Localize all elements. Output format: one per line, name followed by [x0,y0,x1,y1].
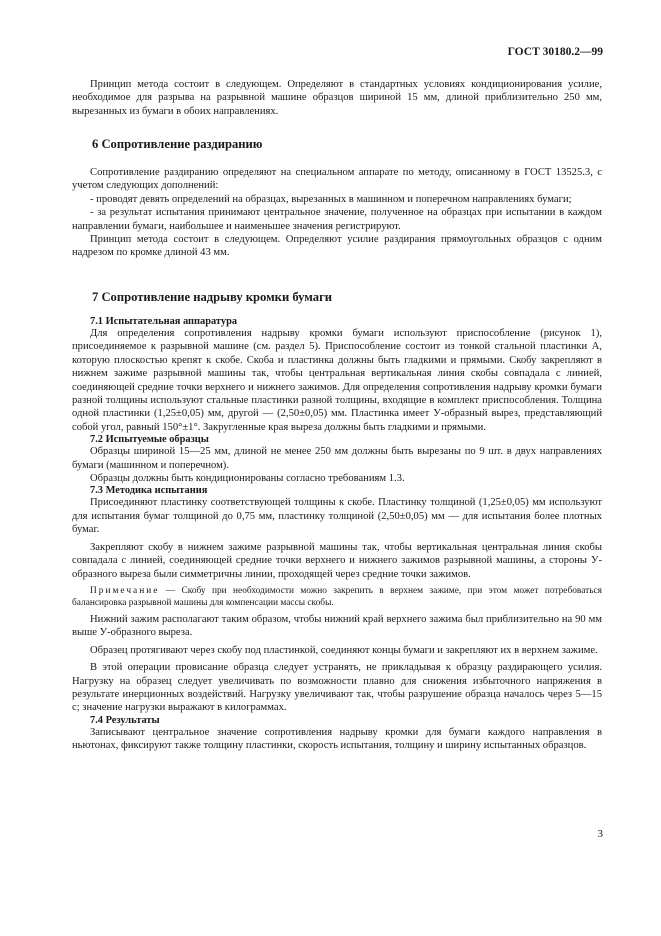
note-label: Примечание [90,585,160,596]
subsection-7-3-paragraph-1: Присоединяют пластинку соответствующей толщины к скобе. Пластинку толщиной (1,25±0,05) мм используют для испытания бумаг толщиной до 0,75 мм, пластинку толщиной (2,50±0,05) мм — для испытания более плотных бумаг. [72,497,602,536]
section-6-paragraph-4: Принцип метода состоит в следующем. Определяют усилие раздирания прямоугольных образцов с одним надрезом по кромке длиной 43 мм. [72,234,602,259]
section-6-paragraph-1: Сопротивление раздиранию определяют на специальном аппарате по методу, описанному в ГОСТ 13525.3, с учетом следующих дополнений: [72,167,602,192]
section-6-body [72,166,602,260]
intro-block [72,78,602,118]
subsection-7-4-title: 7.4 Результаты [90,714,160,726]
section-6-title: 6 Сопротивление раздиранию [92,137,263,151]
subsection-7-3-paragraph-3: Нижний зажим располагают таким образом, чтобы нижний край верхнего зажима был приблизительно на 90 мм выше У-образного выреза. [72,613,602,639]
section-6-paragraph-3: - за результат испытания принимают центральное значение, полученное на образцах при испытании в каждом направлении бумаги, наибольшее и наименьшее значения регистрируют. [72,207,602,232]
subsection-7-1-paragraph: Для определения сопротивления надрыву кромки бумаги используют приспособление (рисунок 1), присоединяемое к разрывной машине (см. раздел 5). Приспособление состоит из тонкой стальной пластинки А, которую плоскостью крепят к скобе. Скоба и пластинка должны быть гладкими и прямыми. Скобу закрепляют в нижнем зажиме разрывной машины так, чтобы центральная вертикальная линия скобы совпадала с линией, соединяющей средние точки верхнего и нижнего зажимов. Для определения сопротивления надрыву кромки бумаги разной толщины используют стальные пластинки разной толщины, входящие в комплект приспособления. Толщина одной пластинки (1,25±0,05) мм, другой — (2,50±0,05) мм. Пластинка имеет У-образный вырез, представляющий собой угол, равный 150°±1°. Закругленные края выреза должны быть гладкими и прямыми. [72,328,602,433]
subsection-7-3-paragraph-2: Закрепляют скобу в нижнем зажиме разрывной машины так, чтобы вертикальная центральная линия скобы совпадала с линией, соединяющей средние точки верхнего и нижнего зажимов разрывной машины, а стороны У-образного выреза были симметричны линии, проходящей через средние точки зажимов. [72,541,602,580]
document-number: ГОСТ 30180.2—99 [507,46,603,58]
page-number: 3 [597,828,603,840]
subsection-7-1-title: 7.1 Испытательная аппаратура [90,316,238,327]
section-7-title: 7 Сопротивление надрыву кромки бумаги [92,290,333,304]
subsection-7-2-title: 7.2 Испытуемые образцы [90,434,209,446]
subsection-7-2-paragraph-1: Образцы шириной 15—25 мм, длиной не менее 250 мм должны быть вырезаны по 9 шт. в двух направлениях бумаги (машинном и поперечном). [72,446,602,471]
subsection-7-3-title: 7.3 Методика испытания [90,485,208,497]
subsection-7-3-paragraph-4: Образец протягивают через скобу под пластинкой, соединяют концы бумаги и закрепляют их в верхнем зажиме. [90,644,598,656]
section-6-paragraph-2: - проводят девять определений на образцах, вырезанных в машинном и поперечном направлениях бумаги; [90,193,572,205]
note [72,585,602,609]
note-text: — Скобу при необходимости можно закрепить в верхнем зажиме, при этом может потребоваться балансировка разрывной машины для компенсации массы скобы. [72,585,602,608]
subsection-7-4-paragraph: Записывают центральное значение сопротивления надрыву кромки для бумаги каждого направления в ньютонах, фиксируют также толщину пластинки, скорость испытания, толщину и ширину испытанных образцов. [72,726,602,752]
subsection-7-3-paragraph-5: В этой операции провисание образца следует устранять, не прикладывая к образцу раздирающего усилия. Нагрузку на образец следует увеличивать по возможности плавно для снижения избыточного напряжения в результате инерционных воздействий. Нагрузку увеличивают так, чтобы разрушение образца началось через 5—15 с; значение нагрузки выражают в килограммах. [72,662,602,714]
subsection-7-2-paragraph-2: Образцы должны быть кондиционированы согласно требованиям 1.3. [90,473,405,485]
intro-paragraph: Принцип метода состоит в следующем. Определяют в стандартных условиях кондиционирования усилие, необходимое для разрыва на разрывной машине образцов шириной 15 мм, длиной приблизительно 250 мм, вырезанных из бумаги в обоих направлениях. [72,79,602,117]
section-7-body [72,316,602,753]
